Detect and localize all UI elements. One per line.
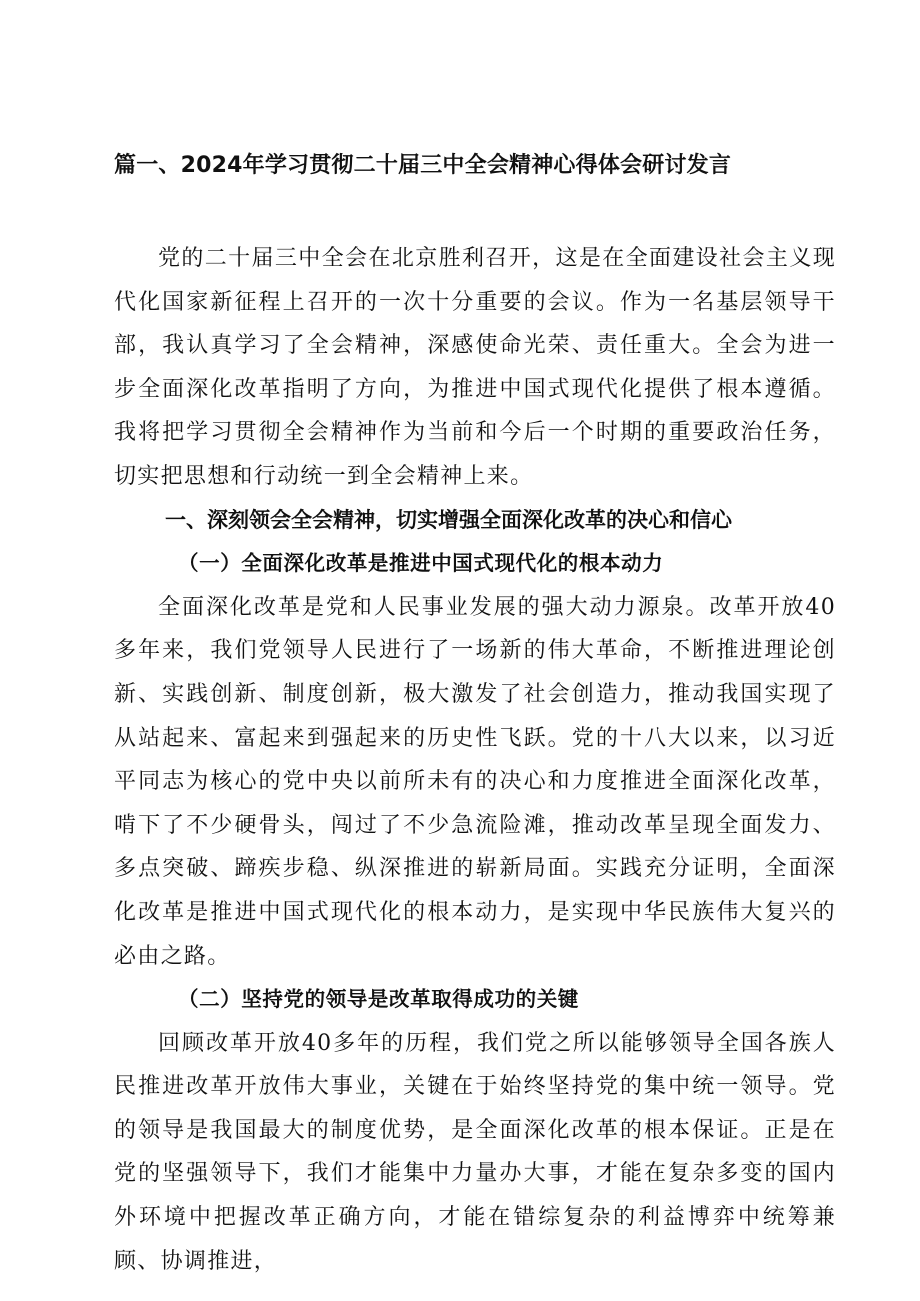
section-1-heading: 一、深刻领会全会精神，切实增强全面深化改革的决心和信心 [165,507,732,532]
intro-paragraph: 党的二十届三中全会在北京胜利召开，这是在全面建设社会主义现代化国家新征程上召开的一次十分重要的会议。作为一名基层领导干部，我认真学习了全会精神，深感使命光荣、责任重大。全会为进一步全面深化改革指明了方向，为推进中国式现代化提供了根本遵循。我将把学习贯彻全会精神作为当前和今后一个时期的重要政治任务，切实把思想和行动统一到全会精神上来。 [114,246,836,489]
subsection-1-heading: （一）全面深化改革是推进中国式现代化的根本动力 [178,551,664,576]
document-title: 篇一、2024年学习贯彻二十届三中全会精神心得体会研讨发言 [114,153,732,178]
document-body [114,237,836,1283]
subsection-1-paragraph: 全面深化改革是党和人民事业发展的强大动力源泉。改革开放40多年来，我们党领导人民进行了一场新的伟大革命，不断推进理论创新、实践创新、制度创新，极大激发了社会创造力，推动我国实现了从站起来、富起来到强起来的历史性飞跃。党的十八大以来，以习近平同志为核心的党中央以前所未有的决心和力度推进全面深化改革，啃下了不少硬骨头，闯过了不少急流险滩，推动改革呈现全面发力、多点突破、蹄疾步稳、纵深推进的崭新局面。实践充分证明，全面深化改革是推进中国式现代化的根本动力，是实现中华民族伟大复兴的必由之路。 [114,594,836,969]
subsection-2-heading: （二）坚持党的领导是改革取得成功的关键 [178,987,579,1012]
subsection-2-paragraph: 回顾改革开放40多年的历程，我们党之所以能够领导全国各族人民推进改革开放伟大事业，关键在于始终坚持党的集中统一领导。党的领导是我国最大的制度优势，是全面深化改革的根本保证。正是在党的坚强领导下，我们才能集中力量办大事，才能在复杂多变的国内外环境中把握改革正确方向，才能在错综复杂的利益博弈中统筹兼顾、协调推进， [114,1030,836,1274]
